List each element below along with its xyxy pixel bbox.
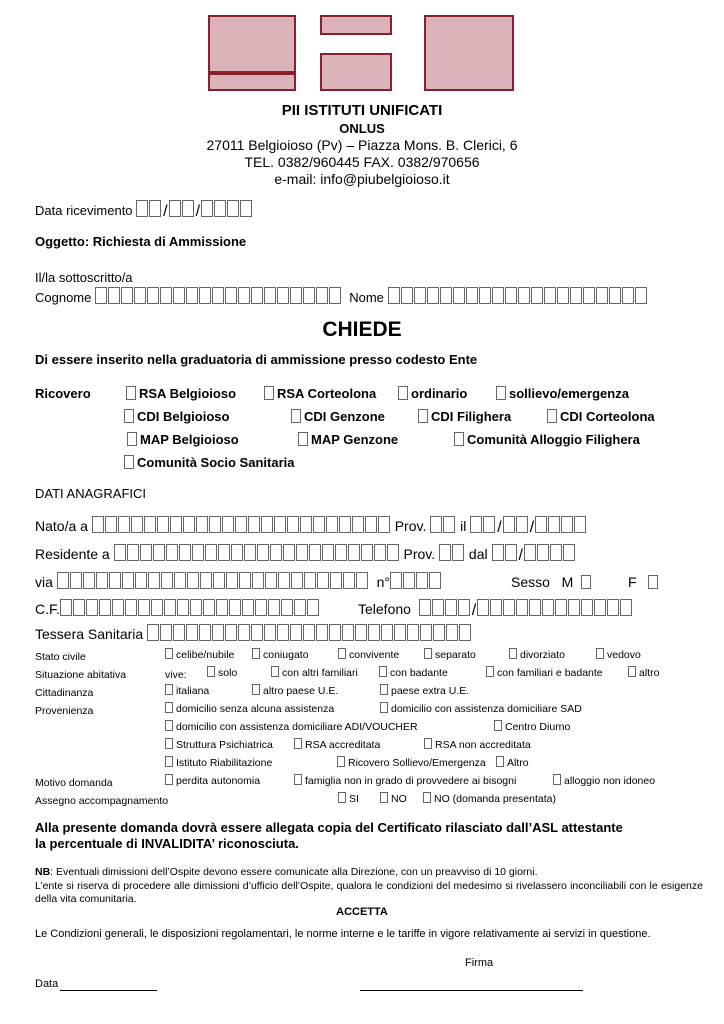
provenienza-label: Provenienza (35, 705, 94, 717)
opt-dom-senza[interactable]: domicilio senza alcuna assistenza (165, 702, 334, 715)
logo-block-right (424, 15, 514, 91)
opt-riabilitazione[interactable]: Istituto Riabilitazione (165, 756, 272, 769)
opt-alloggio[interactable]: alloggio non idoneo (553, 774, 655, 787)
opt-cdi-corteolona[interactable]: CDI Corteolona (547, 409, 655, 424)
opt-altro-situazione[interactable]: altro (628, 666, 659, 679)
allegato-line-2: la percentuale di INVALIDITA’ riconosciuta. (35, 836, 299, 851)
nascita-year-boxes[interactable] (535, 516, 587, 533)
opt-assegno-no-presentata[interactable]: NO (domanda presentata) (423, 792, 556, 805)
opt-comunita-socio[interactable]: Comunità Socio Sanitaria (124, 455, 294, 470)
cittadinanza-label: Cittadinanza (35, 687, 94, 699)
opt-altro-provenienza[interactable]: Altro (496, 756, 529, 769)
opt-convivente[interactable]: convivente (338, 648, 399, 661)
dati-anagrafici-heading: DATI ANAGRAFICI (35, 486, 146, 501)
opt-separato[interactable]: separato (424, 648, 476, 661)
nato-prov-label: Prov. (394, 518, 427, 534)
il-label: il (460, 518, 467, 534)
tessera-label: Tessera Sanitaria (35, 626, 144, 642)
logo-block-left (208, 15, 296, 73)
numero-label: n° (376, 574, 390, 590)
residente-row: Residente a Prov. dal / (35, 544, 576, 565)
org-name: PII ISTITUTI UNIFICATI (281, 102, 443, 119)
firma-line[interactable] (360, 990, 583, 991)
logo-block-middle-bottom (320, 53, 392, 91)
opt-coniugato[interactable]: coniugato (252, 648, 309, 661)
dal-month-boxes[interactable] (492, 544, 518, 561)
nascita-day-boxes[interactable] (470, 516, 496, 533)
opt-cdi-genzone[interactable]: CDI Genzone (291, 409, 385, 424)
year-boxes[interactable] (201, 200, 253, 217)
sesso-m-checkbox[interactable] (581, 575, 591, 589)
opt-rsa-non-accreditata[interactable]: RSA non accreditata (424, 738, 531, 751)
oggetto: Oggetto: Richiesta di Ammissione (35, 234, 247, 249)
numero-boxes[interactable] (390, 572, 442, 589)
nato-boxes[interactable] (92, 516, 391, 533)
nato-prov-boxes[interactable] (430, 516, 456, 533)
opt-cdi-belgioioso[interactable]: CDI Belgioioso (124, 409, 229, 424)
ricovero-label: Ricovero (35, 386, 91, 401)
assegno-label: Assegno accompagnamento (35, 795, 169, 807)
graduatoria-text: Di essere inserito nella graduatoria di ammissione presso codesto Ente (35, 352, 478, 367)
opt-map-belgioioso[interactable]: MAP Belgioioso (127, 432, 239, 447)
opt-psichiatrica[interactable]: Struttura Psichiatrica (165, 738, 273, 751)
org-address: 27011 Belgioioso (Pv) – Piazza Mons. B. Clerici, 6 (206, 137, 518, 153)
logo-block-left-base (208, 73, 296, 91)
residente-label: Residente a (35, 546, 110, 562)
opt-badante[interactable]: con badante (379, 666, 448, 679)
allegato-line-1: Alla presente domanda dovrà essere allegata copia del Certificato rilasciato dall’ASL attestante (35, 820, 623, 835)
nato-label: Nato/a a (35, 518, 88, 534)
tessera-row (35, 624, 472, 642)
opt-divorziato[interactable]: divorziato (509, 648, 565, 661)
nascita-month-boxes[interactable] (503, 516, 529, 533)
nato-row: Nato/a a Prov. il / / (35, 516, 587, 537)
via-label: via (35, 574, 53, 590)
stato-civile-label: Stato civile (35, 651, 86, 663)
month-boxes[interactable] (169, 200, 195, 217)
telefono-number-boxes[interactable] (477, 599, 633, 616)
telefono-row: Telefono / (358, 599, 633, 620)
sesso-f-checkbox[interactable] (648, 575, 658, 589)
via-boxes[interactable] (57, 572, 369, 589)
opt-rsa-belgioioso[interactable]: RSA Belgioioso (126, 386, 236, 401)
opt-ricovero-sollievo[interactable]: Ricovero Sollievo/Emergenza (337, 756, 486, 769)
residente-prov-boxes[interactable] (439, 544, 465, 561)
opt-celibe[interactable]: celibe/nubile (165, 648, 234, 661)
situazione-label: Situazione abitativa (35, 669, 127, 681)
opt-familiari[interactable]: con altri familiari (271, 666, 358, 679)
vive-label: vive: (165, 669, 187, 681)
opt-dom-adi[interactable]: domicilio con assistenza domiciliare ADI/VOUCHER (165, 720, 418, 733)
nome-boxes[interactable] (388, 287, 648, 304)
opt-extra-ue[interactable]: paese extra U.E. (380, 684, 469, 697)
nb-label: NB (35, 866, 51, 878)
opt-assegno-si[interactable]: SI (338, 792, 359, 805)
dal-year-boxes[interactable] (524, 544, 576, 561)
cf-boxes[interactable] (60, 599, 320, 616)
day-boxes[interactable] (136, 200, 162, 217)
telefono-prefix-boxes[interactable] (419, 599, 471, 616)
org-subtitle: ONLUS (339, 121, 385, 136)
chiede-title: CHIEDE (322, 318, 402, 341)
opt-comunita-alloggio[interactable]: Comunità Alloggio Filighera (454, 432, 640, 447)
opt-solo[interactable]: solo (207, 666, 237, 679)
sesso-f-row (628, 574, 661, 590)
sesso-label: Sesso (511, 574, 550, 590)
nb-row (35, 866, 538, 878)
data-line[interactable] (60, 990, 157, 991)
opt-assegno-no[interactable]: NO (380, 792, 407, 805)
firma-label: Firma (465, 957, 494, 969)
motivo-label: Motivo domanda (35, 777, 113, 789)
data-ricevimento-label: Data ricevimento (35, 203, 133, 218)
opt-vedovo[interactable]: vedovo (596, 648, 641, 661)
cf-row (35, 599, 320, 617)
nome-label: Nome (349, 290, 384, 305)
cognome-label: Cognome (35, 290, 92, 305)
cf-label: C.F. (35, 601, 60, 617)
sesso-row (511, 574, 594, 590)
sesso-m-label: M (561, 574, 574, 590)
condizioni-text: Le Condizioni generali, le disposizioni regolamentari, le norme interne e le tariffe in vigore relativamente ai servizi in questione. (35, 928, 651, 940)
nb-text: : Eventuali dimissioni dell’Ospite devono essere comunicate alla Direzione, con un preavviso di 10 giorni. (50, 866, 538, 878)
org-phone: TEL. 0382/960445 FAX. 0382/970656 (244, 154, 480, 170)
cognome-boxes[interactable] (95, 287, 342, 304)
data-label: Data (35, 978, 59, 990)
opt-map-genzone[interactable]: MAP Genzone (298, 432, 398, 447)
accetta-heading: ACCETTA (336, 906, 388, 918)
sesso-f-label: F (628, 574, 637, 590)
opt-familiari-badante[interactable]: con familiari e badante (486, 666, 603, 679)
cognome-row (35, 287, 648, 305)
riserva-text: L’ente si riserva di procedere alle dimissioni d’ufficio dell’Ospite, qualora le condizioni del medesimo si rivelassero inconciliabili con le esigenze della vita comunitaria. (35, 880, 703, 905)
via-row (35, 572, 442, 590)
opt-sollievo[interactable]: sollievo/emergenza (496, 386, 629, 401)
opt-rsa-accreditata[interactable]: RSA accreditata (294, 738, 380, 751)
dal-label: dal (468, 546, 488, 562)
residente-boxes[interactable] (114, 544, 400, 561)
opt-italiana[interactable]: italiana (165, 684, 209, 697)
opt-famiglia[interactable]: famiglia non in grado di provvedere ai bisogni (294, 774, 516, 787)
tessera-boxes[interactable] (147, 624, 472, 641)
residente-prov-label: Prov. (403, 546, 436, 562)
sottoscritto-label: Il/la sottoscritto/a (35, 270, 133, 285)
opt-autonomia[interactable]: perdita autonomia (165, 774, 260, 787)
opt-ordinario[interactable]: ordinario (398, 386, 467, 401)
logo-block-middle-top (320, 15, 392, 35)
org-email: e-mail: info@piubelgioioso.it (274, 171, 450, 187)
opt-ue[interactable]: altro paese U.E. (252, 684, 338, 697)
telefono-label: Telefono (358, 601, 411, 617)
opt-dom-sad[interactable]: domicilio con assistenza domiciliare SAD (380, 702, 582, 715)
opt-centro-diurno[interactable]: Centro Diurno (494, 720, 570, 733)
opt-rsa-corteolona[interactable]: RSA Corteolona (264, 386, 376, 401)
opt-cdi-filighera[interactable]: CDI Filighera (418, 409, 511, 424)
data-ricevimento-row: Data ricevimento / / (35, 200, 253, 221)
